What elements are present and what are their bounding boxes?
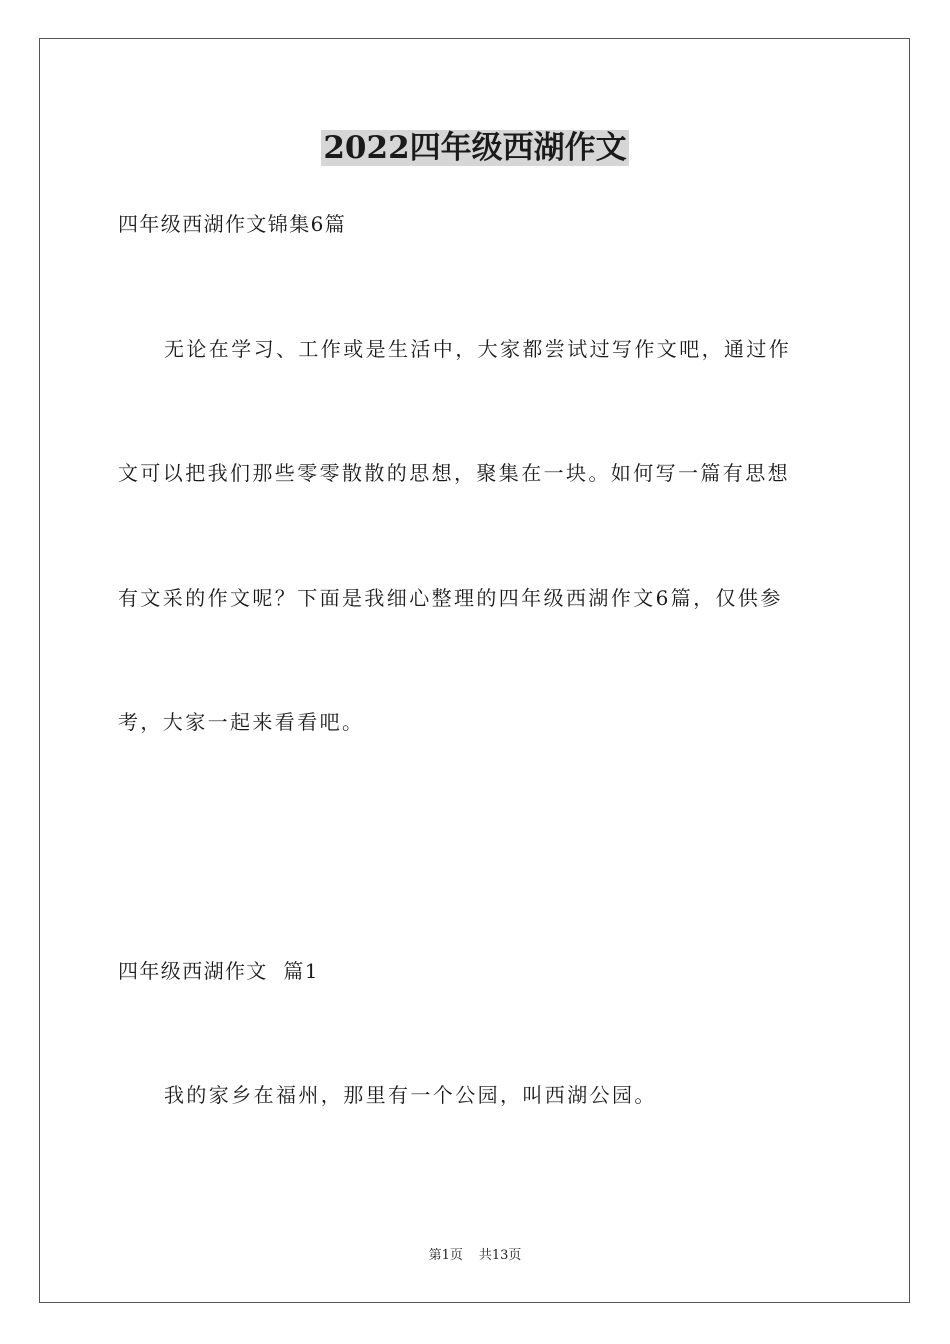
intro-line-3: 有文采的作文呢？下面是我细心整理的四年级西湖作文6篇，仅供参 [118,586,783,610]
intro-line-2: 文可以把我们那些零零散散的思想，聚集在一块。如何写一篇有思想 [118,461,790,485]
intro-line-4: 考，大家一起来看看吧。 [118,710,365,734]
section-heading: 四年级西湖作文 篇1 [118,959,319,983]
page-total: 共13页 [478,1248,522,1263]
document-subtitle: 四年级西湖作文锦集6篇 [118,212,347,236]
section-line-1: 我的家乡在福州，那里有一个公园，叫西湖公园。 [164,1083,657,1107]
page-footer [0,1246,950,1266]
intro-line-1: 无论在学习、工作或是生活中，大家都尝试过写作文吧，通过作 [164,337,792,361]
page-number: 第1页 [428,1248,463,1263]
document-title-text: 2022四年级西湖作文 [323,130,627,166]
document-title [0,125,950,171]
